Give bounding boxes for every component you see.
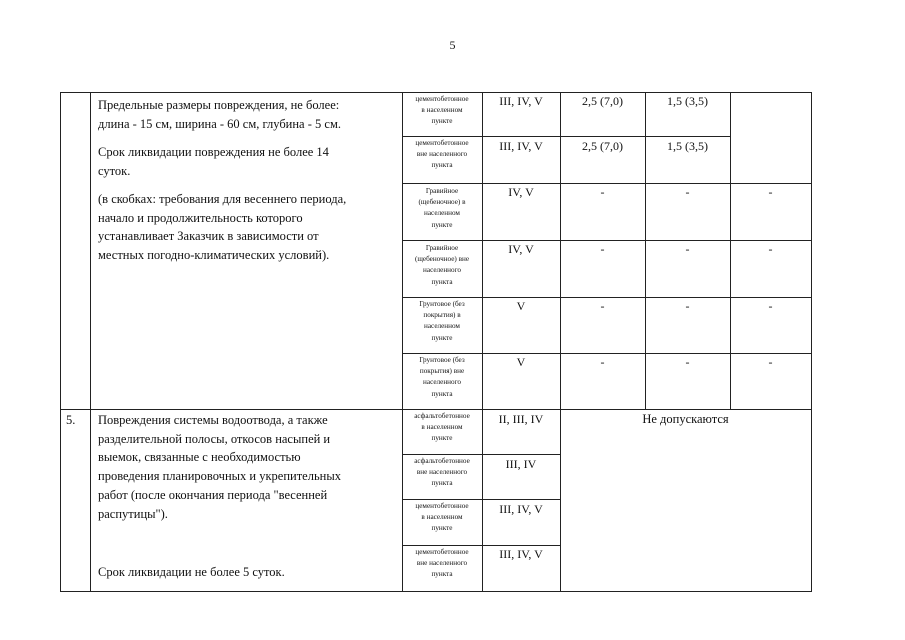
road-class-cell: IV, V	[508, 185, 534, 199]
surface-type-cell: Грунтовое (без покрытия) вне населенного пункта	[419, 356, 465, 398]
table-left-border	[60, 92, 61, 592]
surface-type-cell: асфальтобетонное вне населенного пункта	[414, 457, 470, 488]
grid-line	[402, 353, 812, 354]
value-cell: -	[685, 242, 690, 256]
value-cell: -	[685, 355, 690, 369]
row4-description: Предельные размеры повреждения, не более: длина - 15 см, ширина - 60 см, глубина - 5 см.	[98, 98, 341, 131]
grid-line	[402, 183, 812, 184]
row-divider	[60, 409, 812, 410]
road-class-cell: II, III, IV	[498, 412, 544, 426]
value-cell: 1,5 (3,5)	[667, 139, 708, 153]
value-cell: 2,5 (7,0)	[582, 139, 623, 153]
surface-type-cell: Гравийное (щебеночное) в населенном пункте	[418, 187, 466, 229]
value-cell: -	[768, 185, 773, 199]
grid-line	[402, 545, 560, 546]
row-number: 5.	[66, 413, 76, 427]
surface-type-cell: Гравийное (щебеночное) вне населенного пункта	[414, 244, 470, 286]
road-class-cell: V	[516, 299, 526, 313]
value-cell: -	[600, 355, 605, 369]
value-cell: -	[600, 242, 605, 256]
page-number: 5	[449, 38, 456, 52]
row4-note: (в скобках: требования для весеннего периода, начало и продолжительность которого устанавливает Заказчик в зависимости от местных погодно-климатических условий).	[98, 192, 347, 263]
value-cell: -	[600, 185, 605, 199]
row4-deadline: Срок ликвидации повреждения не более 14 суток.	[98, 145, 329, 178]
road-class-cell: III, IV, V	[499, 139, 543, 153]
value-cell: -	[685, 185, 690, 199]
road-class-cell: III, IV	[505, 457, 537, 471]
surface-type-cell: цементобетонное в населенном пункте	[415, 95, 469, 126]
grid-line	[402, 136, 730, 137]
grid-line	[402, 240, 812, 241]
road-class-cell: III, IV, V	[499, 547, 543, 561]
value-cell: -	[768, 355, 773, 369]
grid-line	[402, 297, 812, 298]
row5-deadline: Срок ликвидации не более 5 суток.	[98, 565, 285, 579]
road-class-cell: III, IV, V	[499, 502, 543, 516]
grid-line	[482, 92, 483, 592]
table-top-border	[60, 92, 812, 93]
value-cell: 1,5 (3,5)	[667, 94, 708, 108]
grid-line	[90, 92, 91, 592]
surface-type-cell: цементобетонное вне населенного пункта	[415, 548, 469, 579]
grid-line	[402, 454, 560, 455]
grid-line	[560, 92, 561, 592]
surface-type-cell: асфальтобетонное в населенном пункте	[414, 412, 470, 443]
row5-description: Повреждения системы водоотвода, а также разделительной полосы, откосов насыпей и выемок, связанные с необходимостью проведения планировочных и укрепительных работ (после окончания периода "весенней распутицы").	[98, 413, 342, 521]
table-bottom-border	[60, 591, 812, 592]
value-cell: -	[768, 299, 773, 313]
road-class-cell: V	[516, 355, 526, 369]
surface-type-cell: Грунтовое (без покрытия) в населенном пункте	[419, 300, 465, 342]
road-class-cell: IV, V	[508, 242, 534, 256]
value-cell: -	[768, 242, 773, 256]
merged-value-cell: Не допускаются	[642, 412, 729, 426]
value-cell: -	[600, 299, 605, 313]
road-class-cell: III, IV, V	[499, 94, 543, 108]
value-cell: 2,5 (7,0)	[582, 94, 623, 108]
surface-type-cell: цементобетонное вне населенного пункта	[415, 139, 469, 170]
surface-type-cell: цементобетонное в населенном пункте	[415, 502, 469, 533]
table-right-border	[811, 92, 812, 592]
grid-line	[402, 499, 560, 500]
value-cell: -	[685, 299, 690, 313]
